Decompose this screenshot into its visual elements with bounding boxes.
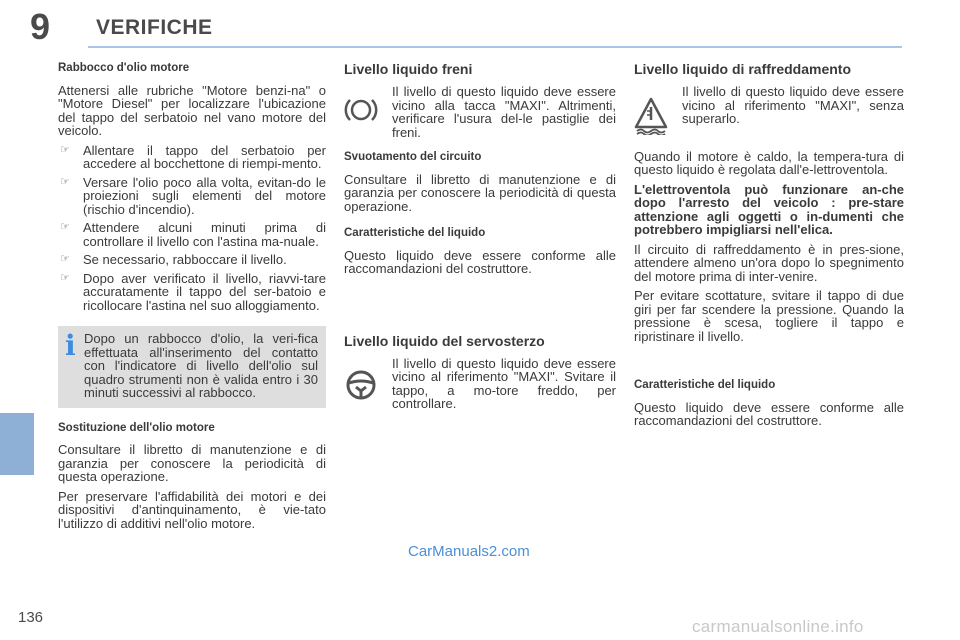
step-text: Se necessario, rabboccare il livello. xyxy=(83,252,287,267)
column-coolant xyxy=(634,62,904,434)
info-text: Dopo un rabbocco d'olio, la veri-fica effettuata all'inserimento del contatto con l'indicatore di livello dell'olio sul quadro strumenti non è valida entro i 30 minuti successivi al rabbocco. xyxy=(84,331,318,400)
fluid-spec-title: Caratteristiche del liquido xyxy=(344,227,486,239)
watermark-link[interactable]: CarManuals2.com xyxy=(408,543,530,560)
step-text: Versare l'olio poco alla volta, evitan-do le proiezioni sugli elementi del motore (rischio d'incendio). xyxy=(83,174,326,217)
oil-refill-title: Rabbocco d'olio motore xyxy=(58,62,190,74)
pointing-hand-icon: ☞ xyxy=(60,175,70,188)
info-icon: i xyxy=(65,329,76,362)
coolant-paragraph: Quando il motore è caldo, la tempera-tura di questo liquido è regolata dall'e-lettroventola. xyxy=(634,148,904,177)
oil-refill-intro: Attenersi alle rubriche "Motore benzi-na" o "Motore Diesel" per localizzare l'ubicazione del tappo del serbatoio nel vano motore del veicolo. xyxy=(58,82,326,138)
coolant-block xyxy=(634,85,904,138)
list-item xyxy=(58,272,326,313)
list-item xyxy=(58,253,326,267)
page-number: 136 xyxy=(18,609,44,626)
coolant-warning-icon xyxy=(634,97,668,135)
coolant-paragraph: Il circuito di raffreddamento è in pres-sione, attendere almeno un'ora dopo lo spegnimento del motore prima di inter-venire. xyxy=(634,241,904,284)
list-item xyxy=(58,176,326,217)
brake-fluid-title: Livello liquido freni xyxy=(344,61,473,77)
pointing-hand-icon: ☞ xyxy=(60,271,70,284)
pointing-hand-icon: ☞ xyxy=(60,143,70,156)
steering-fluid-block xyxy=(344,357,616,411)
chapter-number: 9 xyxy=(30,6,51,47)
step-text: Attendere alcuni minuti prima di controllare il livello con l'astina ma-nuale. xyxy=(83,220,326,249)
pointing-hand-icon: ☞ xyxy=(60,221,70,233)
steering-fluid-title: Livello liquido del servosterzo xyxy=(344,332,545,349)
pointing-hand-icon: ☞ xyxy=(60,253,70,265)
coolant-text: Il livello di questo liquido deve essere vicino al riferimento "MAXI", senza superarlo. xyxy=(682,84,904,126)
brake-warning-icon xyxy=(344,95,378,125)
column-oil xyxy=(58,62,326,536)
step-text: Allentare il tappo del serbatoio per accedere al bocchettone di riempi-mento. xyxy=(83,142,326,171)
coolant-title: Livello liquido di raffreddamento xyxy=(634,61,852,77)
coolant-spec-text: Questo liquido deve essere conforme alle raccomandazioni del costruttore. xyxy=(634,399,904,428)
chapter-title: VERIFICHE xyxy=(96,16,213,39)
list-item xyxy=(58,221,326,248)
brake-fluid-block xyxy=(344,85,616,139)
coolant-paragraph: Per evitare scottature, svitare il tappo di due giri per far scendere la pressione. Quando la pressione è scesa, togliere il tappo e ripristinare il livello. xyxy=(634,288,904,344)
info-box xyxy=(58,326,326,408)
chapter-side-tab xyxy=(0,413,34,475)
drain-text: Consultare il libretto di manutenzione e di garanzia per conoscere la periodicità di questa operazione. xyxy=(344,171,616,214)
step-text: Dopo aver verificato il livello, riavvi-tare accuratamente il tappo del ser-batoio e ricollocare l'astina nel suo alloggiamento. xyxy=(83,270,326,313)
oil-refill-steps xyxy=(58,144,326,313)
oil-change-title: Sostituzione dell'olio motore xyxy=(58,421,215,434)
brake-fluid-text: Il livello di questo liquido deve essere vicino alla tacca "MAXI". Altrimenti, verificare l'usura del-le pastiglie dei freni. xyxy=(392,84,616,140)
coolant-spec-title: Caratteristiche del liquido xyxy=(634,379,776,391)
list-item xyxy=(58,144,326,171)
column-brake-steering xyxy=(344,62,616,423)
oil-change-paragraph: Consultare il libretto di manutenzione e di garanzia per conoscere la periodicità di questa operazione. xyxy=(58,442,326,484)
drain-title: Svuotamento del circuito xyxy=(344,151,482,163)
oil-change-paragraph: Per preservare l'affidabilità dei motori e dei dispositivi d'antinquinamento, è vie-tato l'utilizzo di additivi nell'olio motore. xyxy=(58,488,326,531)
steering-fluid-text: Il livello di questo liquido deve essere vicino al riferimento "MAXI". Svitare il tappo, a mo-tore freddo, per controllare. xyxy=(392,355,616,411)
header-divider xyxy=(88,46,902,48)
coolant-warning: L'elettroventola può funzionare an-che dopo l'arresto del veicolo : pre-stare attenzione agli oggetti o in-dumenti che potrebbero impigliarsi nell'elica. xyxy=(634,181,904,237)
watermark-footer: carmanualsonline.info xyxy=(692,617,864,636)
fluid-spec-text: Questo liquido deve essere conforme alle raccomandazioni del costruttore. xyxy=(344,247,616,276)
steering-wheel-icon xyxy=(344,369,378,401)
